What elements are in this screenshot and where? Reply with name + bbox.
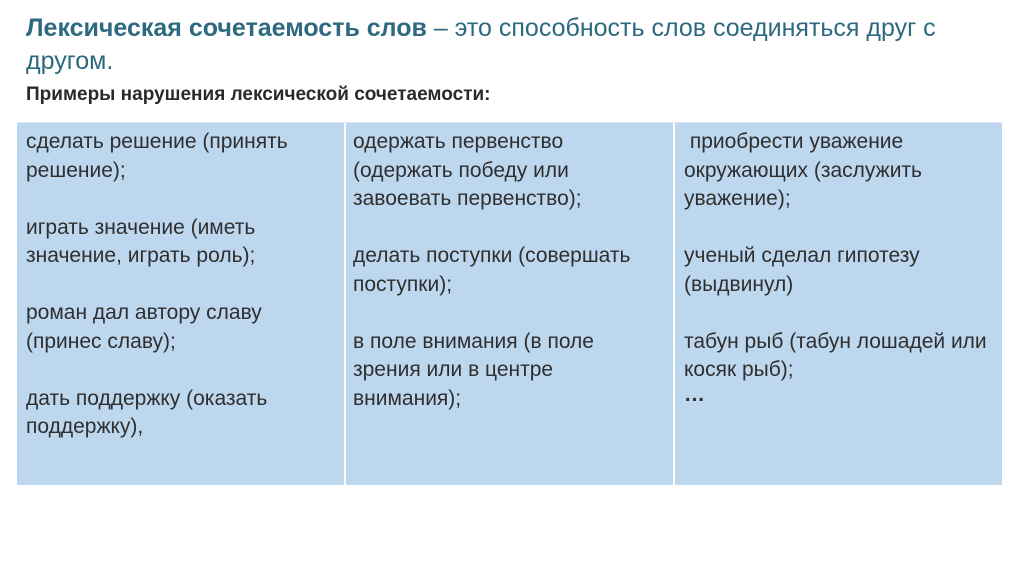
- table-entry: ученый сделал гипотезу (выдвинул): [684, 244, 920, 296]
- table-entry: приобрести уважение окружающих (заслужить уважение);: [684, 130, 928, 210]
- definition-text: – это способность слов соединяться друг с другом.: [26, 14, 936, 75]
- table-column-1: [17, 123, 344, 485]
- examples-title: Примеры нарушения лексической сочетаемости:: [26, 84, 491, 105]
- ellipsis-text: …: [684, 382, 705, 406]
- table-entry: роман дал автору славу (принес славу);: [26, 301, 262, 353]
- table-column-3: [673, 123, 1002, 485]
- examples-table: [17, 122, 1002, 485]
- table-entry: табун рыб (табун лошадей или косяк рыб);: [684, 329, 987, 381]
- table-entry: делать поступки (совершать поступки);: [353, 244, 631, 296]
- table-entry: дать поддержку (оказать поддержку),: [26, 386, 268, 438]
- slide-heading: [26, 12, 1006, 78]
- table-entry: играть значение (иметь значение, играть роль);: [26, 215, 256, 267]
- table-entry: сделать решение (принять решение);: [26, 130, 288, 182]
- term-bold: Лексическая сочетаемость слов: [26, 14, 427, 42]
- table-entry: одержать первенство (одержать победу или завоевать первенство);: [353, 130, 582, 210]
- table-entry: в поле внимания (в поле зрения или в центре внимания);: [353, 329, 594, 410]
- table-column-2: [344, 123, 673, 485]
